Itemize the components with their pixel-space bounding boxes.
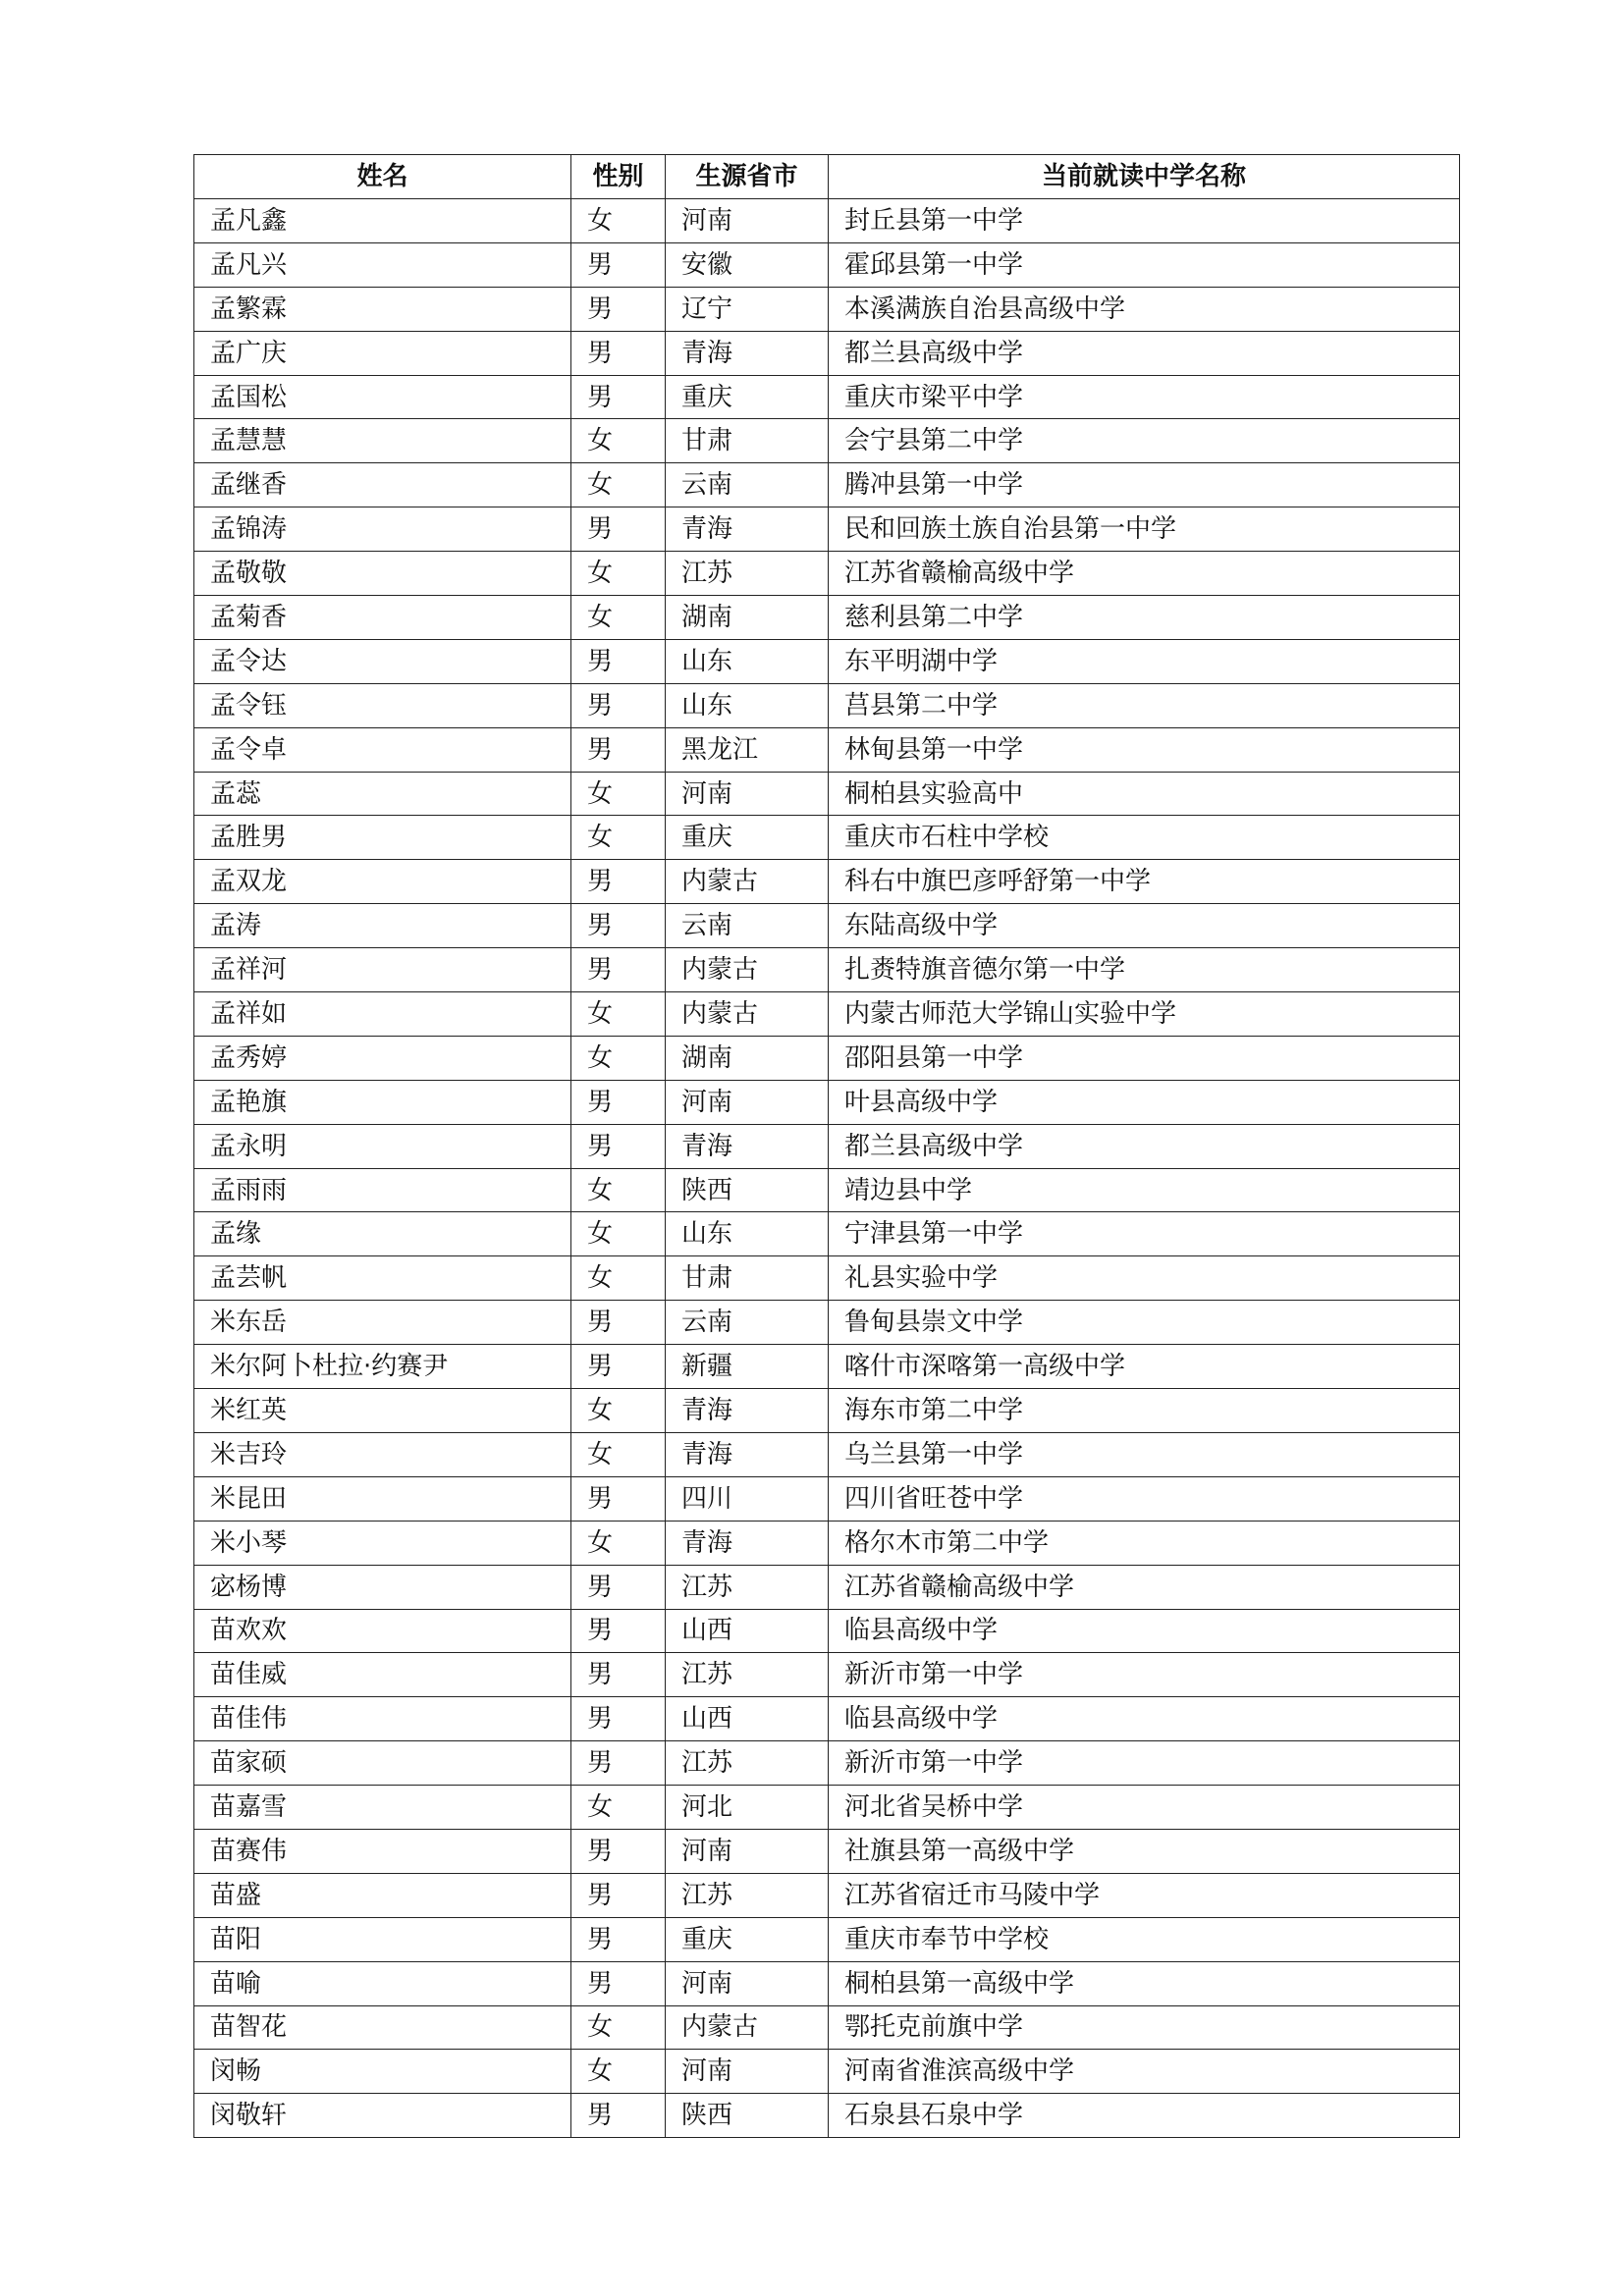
cell-school: 霍邱县第一中学 — [829, 242, 1460, 287]
cell-gender: 男 — [571, 331, 666, 375]
cell-name: 孟永明 — [194, 1124, 571, 1168]
cell-school: 鲁甸县崇文中学 — [829, 1301, 1460, 1345]
cell-school: 叶县高级中学 — [829, 1080, 1460, 1124]
cell-province: 重庆 — [666, 816, 829, 860]
cell-province: 云南 — [666, 904, 829, 948]
cell-gender: 男 — [571, 1917, 666, 1961]
table-row — [194, 2050, 1460, 2094]
cell-gender: 男 — [571, 1873, 666, 1917]
cell-school: 重庆市梁平中学 — [829, 375, 1460, 419]
cell-gender: 女 — [571, 1389, 666, 1433]
cell-name: 苗嘉雪 — [194, 1786, 571, 1830]
cell-school: 封丘县第一中学 — [829, 199, 1460, 243]
table-row — [194, 1609, 1460, 1653]
cell-name: 孟双龙 — [194, 860, 571, 904]
table-row — [194, 1124, 1460, 1168]
table-row — [194, 1036, 1460, 1080]
cell-gender: 女 — [571, 1521, 666, 1565]
cell-school: 腾冲县第一中学 — [829, 463, 1460, 507]
cell-name: 苗欢欢 — [194, 1609, 571, 1653]
cell-school: 临县高级中学 — [829, 1609, 1460, 1653]
cell-name: 苗盛 — [194, 1873, 571, 1917]
cell-gender: 男 — [571, 1653, 666, 1697]
cell-name: 苗智花 — [194, 2005, 571, 2050]
cell-province: 山西 — [666, 1697, 829, 1741]
cell-province: 青海 — [666, 507, 829, 552]
cell-school: 石泉县石泉中学 — [829, 2094, 1460, 2138]
table-row — [194, 552, 1460, 596]
table-row — [194, 639, 1460, 683]
table-body — [194, 199, 1460, 2138]
cell-province: 湖南 — [666, 1036, 829, 1080]
cell-school: 格尔木市第二中学 — [829, 1521, 1460, 1565]
cell-gender: 女 — [571, 419, 666, 463]
cell-school: 江苏省宿迁市马陵中学 — [829, 1873, 1460, 1917]
cell-gender: 女 — [571, 1212, 666, 1256]
cell-province: 陕西 — [666, 2094, 829, 2138]
cell-name: 苗喻 — [194, 1961, 571, 2005]
cell-gender: 女 — [571, 1036, 666, 1080]
cell-school: 乌兰县第一中学 — [829, 1432, 1460, 1476]
table-row — [194, 683, 1460, 727]
cell-name: 孟继香 — [194, 463, 571, 507]
cell-gender: 男 — [571, 1301, 666, 1345]
cell-school: 新沂市第一中学 — [829, 1653, 1460, 1697]
cell-name: 米昆田 — [194, 1476, 571, 1521]
cell-gender: 男 — [571, 1565, 666, 1609]
cell-school: 都兰县高级中学 — [829, 1124, 1460, 1168]
cell-name: 孟广庆 — [194, 331, 571, 375]
cell-name: 米小琴 — [194, 1521, 571, 1565]
cell-name: 苗赛伟 — [194, 1829, 571, 1873]
cell-school: 河北省吴桥中学 — [829, 1786, 1460, 1830]
cell-gender: 女 — [571, 2005, 666, 2050]
cell-province: 黑龙江 — [666, 727, 829, 772]
table-row — [194, 596, 1460, 640]
cell-province: 甘肃 — [666, 419, 829, 463]
cell-gender: 男 — [571, 1609, 666, 1653]
cell-province: 重庆 — [666, 1917, 829, 1961]
table-row — [194, 1521, 1460, 1565]
cell-name: 米东岳 — [194, 1301, 571, 1345]
table-row — [194, 1653, 1460, 1697]
cell-name: 米红英 — [194, 1389, 571, 1433]
cell-province: 江苏 — [666, 1741, 829, 1786]
table-row — [194, 1080, 1460, 1124]
cell-province: 河南 — [666, 1080, 829, 1124]
table-row — [194, 1345, 1460, 1389]
table-row — [194, 463, 1460, 507]
cell-name: 孟芸帆 — [194, 1256, 571, 1301]
cell-name: 孟祥如 — [194, 992, 571, 1037]
cell-name: 孟慧慧 — [194, 419, 571, 463]
cell-name: 孟令卓 — [194, 727, 571, 772]
cell-school: 临县高级中学 — [829, 1697, 1460, 1741]
cell-name: 孟凡兴 — [194, 242, 571, 287]
cell-province: 新疆 — [666, 1345, 829, 1389]
table-row — [194, 860, 1460, 904]
cell-province: 青海 — [666, 1124, 829, 1168]
table-row — [194, 1917, 1460, 1961]
cell-province: 江苏 — [666, 1565, 829, 1609]
cell-name: 孟菊香 — [194, 596, 571, 640]
cell-province: 云南 — [666, 1301, 829, 1345]
cell-school: 重庆市石柱中学校 — [829, 816, 1460, 860]
header-school: 当前就读中学名称 — [829, 155, 1460, 199]
cell-province: 江苏 — [666, 1873, 829, 1917]
table-row — [194, 816, 1460, 860]
cell-name: 孟秀婷 — [194, 1036, 571, 1080]
cell-name: 孟凡鑫 — [194, 199, 571, 243]
cell-school: 喀什市深喀第一高级中学 — [829, 1345, 1460, 1389]
table-row — [194, 1389, 1460, 1433]
cell-name: 苗佳伟 — [194, 1697, 571, 1741]
cell-gender: 女 — [571, 992, 666, 1037]
cell-school: 桐柏县第一高级中学 — [829, 1961, 1460, 2005]
cell-province: 内蒙古 — [666, 992, 829, 1037]
table-row — [194, 1829, 1460, 1873]
cell-school: 慈利县第二中学 — [829, 596, 1460, 640]
table-row — [194, 1697, 1460, 1741]
cell-school: 扎赉特旗音德尔第一中学 — [829, 948, 1460, 992]
table-row — [194, 1476, 1460, 1521]
cell-gender: 男 — [571, 1080, 666, 1124]
cell-gender: 男 — [571, 242, 666, 287]
cell-gender: 女 — [571, 772, 666, 816]
cell-gender: 男 — [571, 375, 666, 419]
cell-school: 社旗县第一高级中学 — [829, 1829, 1460, 1873]
cell-province: 甘肃 — [666, 1256, 829, 1301]
cell-province: 陕西 — [666, 1168, 829, 1212]
table-row — [194, 199, 1460, 243]
cell-province: 内蒙古 — [666, 860, 829, 904]
cell-gender: 男 — [571, 1124, 666, 1168]
cell-name: 孟缘 — [194, 1212, 571, 1256]
cell-school: 科右中旗巴彦呼舒第一中学 — [829, 860, 1460, 904]
header-gender: 性别 — [571, 155, 666, 199]
table-row — [194, 1256, 1460, 1301]
table-row — [194, 992, 1460, 1037]
table-row — [194, 331, 1460, 375]
cell-school: 江苏省赣榆高级中学 — [829, 552, 1460, 596]
cell-school: 靖边县中学 — [829, 1168, 1460, 1212]
cell-province: 青海 — [666, 1521, 829, 1565]
cell-province: 河南 — [666, 1829, 829, 1873]
table-row — [194, 507, 1460, 552]
cell-name: 孟敬敬 — [194, 552, 571, 596]
cell-name: 孟祥河 — [194, 948, 571, 992]
cell-gender: 女 — [571, 2050, 666, 2094]
cell-gender: 男 — [571, 1961, 666, 2005]
cell-gender: 男 — [571, 639, 666, 683]
cell-gender: 女 — [571, 1168, 666, 1212]
cell-province: 河南 — [666, 199, 829, 243]
cell-school: 都兰县高级中学 — [829, 331, 1460, 375]
cell-name: 米尔阿卜杜拉·约赛尹 — [194, 1345, 571, 1389]
cell-school: 莒县第二中学 — [829, 683, 1460, 727]
table-row — [194, 727, 1460, 772]
cell-province: 辽宁 — [666, 287, 829, 331]
cell-name: 苗阳 — [194, 1917, 571, 1961]
table-row — [194, 375, 1460, 419]
cell-gender: 女 — [571, 552, 666, 596]
cell-school: 桐柏县实验高中 — [829, 772, 1460, 816]
cell-province: 山东 — [666, 683, 829, 727]
cell-gender: 女 — [571, 816, 666, 860]
cell-province: 山东 — [666, 639, 829, 683]
table-row — [194, 419, 1460, 463]
cell-gender: 男 — [571, 2094, 666, 2138]
cell-school: 民和回族土族自治县第一中学 — [829, 507, 1460, 552]
table-row — [194, 1168, 1460, 1212]
cell-province: 青海 — [666, 1389, 829, 1433]
cell-name: 苗佳威 — [194, 1653, 571, 1697]
cell-name: 孟胜男 — [194, 816, 571, 860]
cell-province: 河南 — [666, 2050, 829, 2094]
cell-name: 闵敬轩 — [194, 2094, 571, 2138]
cell-gender: 男 — [571, 1829, 666, 1873]
cell-name: 孟雨雨 — [194, 1168, 571, 1212]
cell-gender: 男 — [571, 507, 666, 552]
cell-school: 邵阳县第一中学 — [829, 1036, 1460, 1080]
table-row — [194, 2005, 1460, 2050]
cell-school: 东陆高级中学 — [829, 904, 1460, 948]
cell-gender: 男 — [571, 683, 666, 727]
cell-school: 河南省淮滨高级中学 — [829, 2050, 1460, 2094]
cell-school: 林甸县第一中学 — [829, 727, 1460, 772]
table-row — [194, 242, 1460, 287]
cell-province: 四川 — [666, 1476, 829, 1521]
cell-school: 四川省旺苍中学 — [829, 1476, 1460, 1521]
table-row — [194, 2094, 1460, 2138]
cell-school: 新沂市第一中学 — [829, 1741, 1460, 1786]
table-row — [194, 1432, 1460, 1476]
table-row — [194, 1565, 1460, 1609]
cell-name: 孟涛 — [194, 904, 571, 948]
cell-gender: 男 — [571, 1476, 666, 1521]
table-row — [194, 1786, 1460, 1830]
cell-province: 山西 — [666, 1609, 829, 1653]
cell-province: 重庆 — [666, 375, 829, 419]
header-name: 姓名 — [194, 155, 571, 199]
table-row — [194, 287, 1460, 331]
header-province: 生源省市 — [666, 155, 829, 199]
cell-province: 江苏 — [666, 1653, 829, 1697]
cell-gender: 男 — [571, 287, 666, 331]
cell-school: 重庆市奉节中学校 — [829, 1917, 1460, 1961]
cell-name: 孟蕊 — [194, 772, 571, 816]
cell-province: 河北 — [666, 1786, 829, 1830]
cell-province: 河南 — [666, 1961, 829, 2005]
cell-school: 礼县实验中学 — [829, 1256, 1460, 1301]
cell-gender: 男 — [571, 948, 666, 992]
cell-province: 安徽 — [666, 242, 829, 287]
cell-name: 孟令达 — [194, 639, 571, 683]
cell-province: 青海 — [666, 331, 829, 375]
cell-gender: 女 — [571, 1256, 666, 1301]
cell-gender: 男 — [571, 1741, 666, 1786]
cell-gender: 男 — [571, 1345, 666, 1389]
table-header-row — [194, 155, 1460, 199]
cell-gender: 男 — [571, 727, 666, 772]
cell-gender: 男 — [571, 904, 666, 948]
table-row — [194, 1873, 1460, 1917]
cell-gender: 女 — [571, 463, 666, 507]
cell-province: 山东 — [666, 1212, 829, 1256]
table-row — [194, 1212, 1460, 1256]
cell-gender: 女 — [571, 1432, 666, 1476]
table-row — [194, 948, 1460, 992]
cell-name: 孟锦涛 — [194, 507, 571, 552]
cell-school: 东平明湖中学 — [829, 639, 1460, 683]
cell-gender: 女 — [571, 1786, 666, 1830]
student-roster-table — [193, 154, 1460, 2138]
cell-school: 会宁县第二中学 — [829, 419, 1460, 463]
cell-school: 海东市第二中学 — [829, 1389, 1460, 1433]
cell-province: 江苏 — [666, 552, 829, 596]
table-row — [194, 1741, 1460, 1786]
cell-name: 孟艳旗 — [194, 1080, 571, 1124]
cell-school: 本溪满族自治县高级中学 — [829, 287, 1460, 331]
cell-school: 内蒙古师范大学锦山实验中学 — [829, 992, 1460, 1037]
cell-gender: 男 — [571, 1697, 666, 1741]
cell-name: 米吉玲 — [194, 1432, 571, 1476]
cell-name: 闵畅 — [194, 2050, 571, 2094]
cell-school: 鄂托克前旗中学 — [829, 2005, 1460, 2050]
cell-province: 内蒙古 — [666, 2005, 829, 2050]
cell-gender: 男 — [571, 860, 666, 904]
table-row — [194, 1961, 1460, 2005]
cell-name: 孟令钰 — [194, 683, 571, 727]
cell-province: 湖南 — [666, 596, 829, 640]
cell-province: 内蒙古 — [666, 948, 829, 992]
table-row — [194, 772, 1460, 816]
cell-province: 青海 — [666, 1432, 829, 1476]
cell-name: 苗家硕 — [194, 1741, 571, 1786]
cell-name: 宓杨博 — [194, 1565, 571, 1609]
cell-school: 江苏省赣榆高级中学 — [829, 1565, 1460, 1609]
cell-gender: 女 — [571, 596, 666, 640]
table-row — [194, 904, 1460, 948]
cell-school: 宁津县第一中学 — [829, 1212, 1460, 1256]
cell-province: 河南 — [666, 772, 829, 816]
cell-name: 孟繁霖 — [194, 287, 571, 331]
cell-name: 孟国松 — [194, 375, 571, 419]
cell-gender: 女 — [571, 199, 666, 243]
table-row — [194, 1301, 1460, 1345]
cell-province: 云南 — [666, 463, 829, 507]
